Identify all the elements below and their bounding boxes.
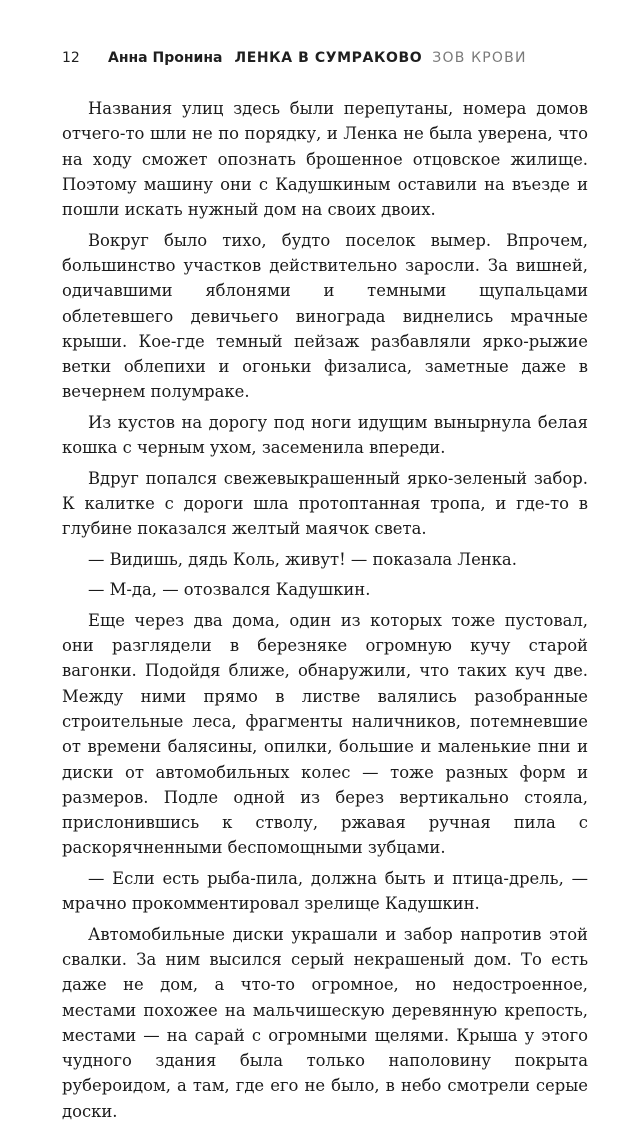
paragraph: Автомобильные диски украшали и забор напротив этой свалки. За ним высился серый некрашеный дом. То есть даже не дом, а что-то огромное, но недостроенное, местами похожее на мальчишескую деревянную крепость, местами — на сарай с огромными щелями. Крыша у этого чудного здания была только наполовину покрыта рубероидом, а там, где его не было, в небо смотрели серые доски. [62,924,588,1121]
paragraph: Вдруг попался свежевыкрашенный ярко-зеленый забор. К калитке с дороги шла протоптанная тропа, и где-то в глубине показался желтый маячок света. [62,468,588,539]
paragraph: Вокруг было тихо, будто поселок вымер. Впрочем, большинство участков действительно заросли. За вишней, одичавшими яблонями и темными щупальцами облетевшего девичьего винограда виднелись мрачные крыши. Кое-где темный пейзаж разбавляли ярко-рыжие ветки облепихи и огоньки физалиса, заметные даже в вечернем полумраке. [62,230,588,402]
paragraph: Названия улиц здесь были перепутаны, номера домов отчего-то шли не по порядку, и Ленка не была уверена, что на ходу сможет опознать брошенное отцовское жилище. Поэтому машину они с Кадушкиным оставили на въезде и пошли искать нужный дом на своих двоих. [62,99,588,220]
body-text [62,96,588,1129]
paragraph: Еще через два дома, один из которых тоже пустовал, они разглядели в березняке огромную кучу старой вагонки. Подойдя ближе, обнаружили, что таких куч две. Между ними прямо в листве валялись разобранные строительные леса, фрагменты наличников, потемневшие от времени балясины, опилки, большие и маленькие пни и диски от автомобильных колес — тоже разных форм и размеров. Подле одной из берез вертикально стояла, прислонившись к стволу, ржавая ручная пила с раскорячненными беспомощными зубцами. [62,610,588,858]
dialogue-line: — М-да, — отозвался Кадушкин. [88,580,371,600]
author-name: Анна Пронина [108,50,223,66]
dialogue-line: — Если есть рыба-пила, должна быть и птица-дрель, — мрачно прокомментировал зрелище Кадушкин. [62,868,588,914]
page-number: 12 [62,50,80,66]
dialogue-line: — Видишь, дядь Коль, живут! — показала Ленка. [88,549,517,569]
running-header [62,50,582,72]
book-subtitle: ЗОВ КРОВИ [432,50,527,66]
book-title: ЛЕНКА В СУМРАКОВО [234,50,423,66]
paragraph: Из кустов на дорогу под ноги идущим вынырнула белая кошка с черным ухом, засеменила впереди. [62,412,588,458]
